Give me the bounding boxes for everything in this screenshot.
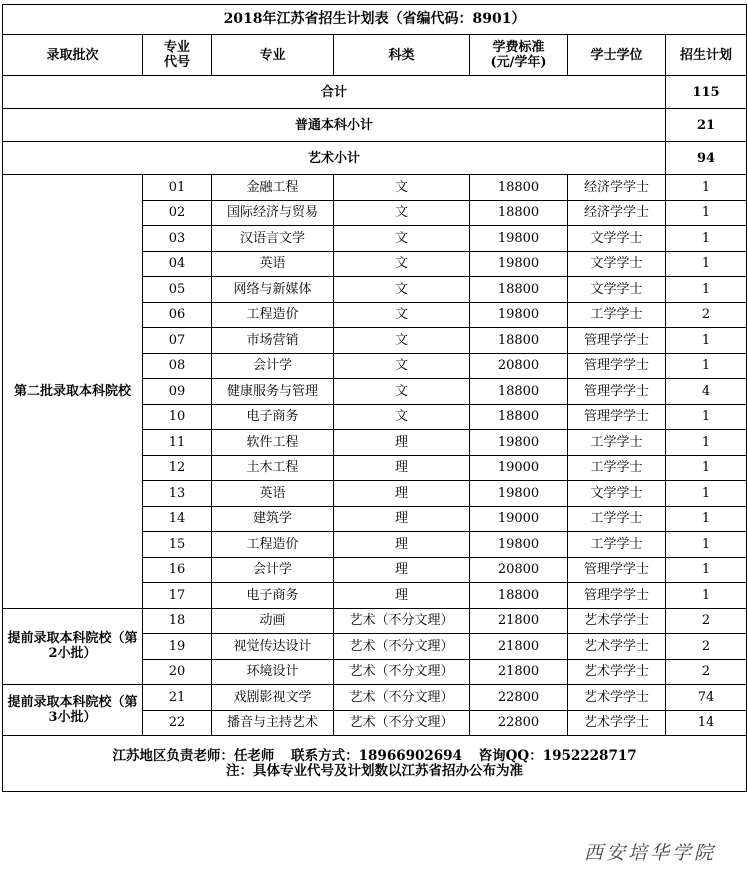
header-code: 专业代号 bbox=[143, 35, 212, 76]
plan-cell: 74 bbox=[666, 685, 747, 711]
code-cell: 19 bbox=[143, 634, 212, 660]
plan-cell: 1 bbox=[666, 353, 747, 379]
category-cell: 艺术（不分文理） bbox=[334, 685, 470, 711]
category-cell: 艺术（不分文理） bbox=[334, 659, 470, 685]
degree-cell: 文学学士 bbox=[568, 251, 666, 277]
summary-value: 21 bbox=[666, 109, 747, 142]
plan-cell: 1 bbox=[666, 506, 747, 532]
category-cell: 文 bbox=[334, 251, 470, 277]
major-cell: 电子商务 bbox=[212, 404, 334, 430]
fee-cell: 18800 bbox=[470, 379, 568, 405]
enrollment-plan-table bbox=[2, 4, 747, 792]
plan-cell: 2 bbox=[666, 634, 747, 660]
fee-cell: 19800 bbox=[470, 532, 568, 558]
fee-cell: 20800 bbox=[470, 557, 568, 583]
plan-cell: 1 bbox=[666, 481, 747, 507]
category-cell: 文 bbox=[334, 277, 470, 303]
batch-cell: 提前录取本科院校（第2小批） bbox=[3, 608, 143, 685]
category-cell: 文 bbox=[334, 353, 470, 379]
footer-contact: 联系方式：18966902694 bbox=[291, 747, 462, 764]
header-plan: 招生计划 bbox=[666, 35, 747, 76]
code-cell: 05 bbox=[143, 277, 212, 303]
degree-cell: 工学学士 bbox=[568, 455, 666, 481]
code-cell: 01 bbox=[143, 175, 212, 201]
footer-note: 注：具体专业代号及计划数以江苏省招办公布为准 bbox=[226, 762, 524, 779]
plan-cell: 1 bbox=[666, 583, 747, 609]
major-cell: 国际经济与贸易 bbox=[212, 200, 334, 226]
code-cell: 16 bbox=[143, 557, 212, 583]
degree-cell: 艺术学学士 bbox=[568, 685, 666, 711]
major-cell: 网络与新媒体 bbox=[212, 277, 334, 303]
plan-cell: 1 bbox=[666, 430, 747, 456]
degree-cell: 文学学士 bbox=[568, 226, 666, 252]
category-cell: 文 bbox=[334, 302, 470, 328]
table-row bbox=[3, 608, 747, 634]
summary-label: 普通本科小计 bbox=[3, 109, 666, 142]
table-row bbox=[3, 175, 747, 201]
fee-cell: 21800 bbox=[470, 608, 568, 634]
summary-label: 合计 bbox=[3, 76, 666, 109]
fee-cell: 19800 bbox=[470, 302, 568, 328]
major-cell: 市场营销 bbox=[212, 328, 334, 354]
category-cell: 理 bbox=[334, 506, 470, 532]
degree-cell: 管理学学士 bbox=[568, 328, 666, 354]
watermark-logo: 西安培华学院 bbox=[584, 842, 717, 864]
category-cell: 文 bbox=[334, 379, 470, 405]
degree-cell: 艺术学学士 bbox=[568, 710, 666, 736]
code-cell: 12 bbox=[143, 455, 212, 481]
code-cell: 20 bbox=[143, 659, 212, 685]
code-cell: 10 bbox=[143, 404, 212, 430]
fee-cell: 19000 bbox=[470, 455, 568, 481]
fee-cell: 18800 bbox=[470, 404, 568, 430]
major-cell: 会计学 bbox=[212, 557, 334, 583]
degree-cell: 文学学士 bbox=[568, 481, 666, 507]
table-row bbox=[3, 685, 747, 711]
plan-cell: 1 bbox=[666, 226, 747, 252]
fee-cell: 20800 bbox=[470, 353, 568, 379]
table-title: 2018年江苏省招生计划表（省编代码：8901） bbox=[3, 5, 747, 35]
category-cell: 理 bbox=[334, 481, 470, 507]
category-cell: 理 bbox=[334, 532, 470, 558]
plan-cell: 2 bbox=[666, 659, 747, 685]
code-cell: 15 bbox=[143, 532, 212, 558]
summary-value: 115 bbox=[666, 76, 747, 109]
header-major: 专业 bbox=[212, 35, 334, 76]
fee-cell: 21800 bbox=[470, 634, 568, 660]
plan-cell: 1 bbox=[666, 455, 747, 481]
plan-cell: 1 bbox=[666, 175, 747, 201]
plan-cell: 2 bbox=[666, 608, 747, 634]
code-cell: 11 bbox=[143, 430, 212, 456]
degree-cell: 管理学学士 bbox=[568, 379, 666, 405]
degree-cell: 工学学士 bbox=[568, 430, 666, 456]
degree-cell: 工学学士 bbox=[568, 302, 666, 328]
degree-cell: 经济学学士 bbox=[568, 200, 666, 226]
fee-cell: 21800 bbox=[470, 659, 568, 685]
major-cell: 软件工程 bbox=[212, 430, 334, 456]
degree-cell: 艺术学学士 bbox=[568, 659, 666, 685]
fee-cell: 22800 bbox=[470, 685, 568, 711]
code-cell: 13 bbox=[143, 481, 212, 507]
category-cell: 艺术（不分文理） bbox=[334, 634, 470, 660]
plan-cell: 2 bbox=[666, 302, 747, 328]
major-cell: 金融工程 bbox=[212, 175, 334, 201]
degree-cell: 艺术学学士 bbox=[568, 634, 666, 660]
batch-cell: 提前录取本科院校（第3小批） bbox=[3, 685, 143, 736]
code-cell: 02 bbox=[143, 200, 212, 226]
code-cell: 09 bbox=[143, 379, 212, 405]
category-cell: 理 bbox=[334, 430, 470, 456]
category-cell: 艺术（不分文理） bbox=[334, 608, 470, 634]
plan-cell: 14 bbox=[666, 710, 747, 736]
major-cell: 健康服务与管理 bbox=[212, 379, 334, 405]
category-cell: 理 bbox=[334, 455, 470, 481]
degree-cell: 艺术学学士 bbox=[568, 608, 666, 634]
summary-row-total bbox=[3, 76, 747, 109]
fee-cell: 19800 bbox=[470, 251, 568, 277]
degree-cell: 经济学学士 bbox=[568, 175, 666, 201]
footer-qq: 咨询QQ：1952228717 bbox=[478, 747, 637, 764]
summary-row-regular bbox=[3, 109, 747, 142]
plan-cell: 4 bbox=[666, 379, 747, 405]
fee-cell: 18800 bbox=[470, 277, 568, 303]
footer-teacher: 江苏地区负责老师：任老师 bbox=[112, 747, 275, 764]
header-row bbox=[3, 35, 747, 76]
code-cell: 06 bbox=[143, 302, 212, 328]
category-cell: 理 bbox=[334, 557, 470, 583]
code-cell: 22 bbox=[143, 710, 212, 736]
category-cell: 文 bbox=[334, 328, 470, 354]
fee-cell: 18800 bbox=[470, 175, 568, 201]
header-fee: 学费标准(元/学年) bbox=[470, 35, 568, 76]
major-cell: 动画 bbox=[212, 608, 334, 634]
code-cell: 07 bbox=[143, 328, 212, 354]
degree-cell: 管理学学士 bbox=[568, 557, 666, 583]
code-cell: 04 bbox=[143, 251, 212, 277]
fee-cell: 19800 bbox=[470, 226, 568, 252]
plan-cell: 1 bbox=[666, 328, 747, 354]
major-cell: 视觉传达设计 bbox=[212, 634, 334, 660]
major-cell: 工程造价 bbox=[212, 532, 334, 558]
plan-cell: 1 bbox=[666, 557, 747, 583]
header-batch: 录取批次 bbox=[3, 35, 143, 76]
code-cell: 18 bbox=[143, 608, 212, 634]
degree-cell: 管理学学士 bbox=[568, 404, 666, 430]
header-category: 科类 bbox=[334, 35, 470, 76]
degree-cell: 工学学士 bbox=[568, 506, 666, 532]
fee-cell: 18800 bbox=[470, 328, 568, 354]
major-cell: 英语 bbox=[212, 481, 334, 507]
major-cell: 环境设计 bbox=[212, 659, 334, 685]
code-cell: 17 bbox=[143, 583, 212, 609]
category-cell: 文 bbox=[334, 226, 470, 252]
fee-cell: 19000 bbox=[470, 506, 568, 532]
major-cell: 工程造价 bbox=[212, 302, 334, 328]
plan-cell: 1 bbox=[666, 277, 747, 303]
degree-cell: 工学学士 bbox=[568, 532, 666, 558]
summary-label: 艺术小计 bbox=[3, 142, 666, 175]
plan-cell: 1 bbox=[666, 251, 747, 277]
major-cell: 建筑学 bbox=[212, 506, 334, 532]
fee-cell: 22800 bbox=[470, 710, 568, 736]
header-degree: 学士学位 bbox=[568, 35, 666, 76]
major-cell: 英语 bbox=[212, 251, 334, 277]
category-cell: 文 bbox=[334, 404, 470, 430]
summary-value: 94 bbox=[666, 142, 747, 175]
code-cell: 03 bbox=[143, 226, 212, 252]
code-cell: 21 bbox=[143, 685, 212, 711]
major-cell: 汉语言文学 bbox=[212, 226, 334, 252]
code-cell: 08 bbox=[143, 353, 212, 379]
degree-cell: 管理学学士 bbox=[568, 353, 666, 379]
category-cell: 文 bbox=[334, 175, 470, 201]
major-cell: 电子商务 bbox=[212, 583, 334, 609]
plan-cell: 1 bbox=[666, 404, 747, 430]
major-cell: 土木工程 bbox=[212, 455, 334, 481]
degree-cell: 管理学学士 bbox=[568, 583, 666, 609]
major-cell: 会计学 bbox=[212, 353, 334, 379]
category-cell: 理 bbox=[334, 583, 470, 609]
category-cell: 文 bbox=[334, 200, 470, 226]
plan-cell: 1 bbox=[666, 532, 747, 558]
plan-cell: 1 bbox=[666, 200, 747, 226]
code-cell: 14 bbox=[143, 506, 212, 532]
fee-cell: 18800 bbox=[470, 583, 568, 609]
fee-cell: 19800 bbox=[470, 430, 568, 456]
degree-cell: 文学学士 bbox=[568, 277, 666, 303]
fee-cell: 19800 bbox=[470, 481, 568, 507]
footer-cell bbox=[3, 736, 747, 792]
major-cell: 戏剧影视文学 bbox=[212, 685, 334, 711]
summary-row-art bbox=[3, 142, 747, 175]
category-cell: 艺术（不分文理） bbox=[334, 710, 470, 736]
fee-cell: 18800 bbox=[470, 200, 568, 226]
batch-cell: 第二批录取本科院校 bbox=[3, 175, 143, 609]
major-cell: 播音与主持艺术 bbox=[212, 710, 334, 736]
footer-row bbox=[3, 736, 747, 792]
